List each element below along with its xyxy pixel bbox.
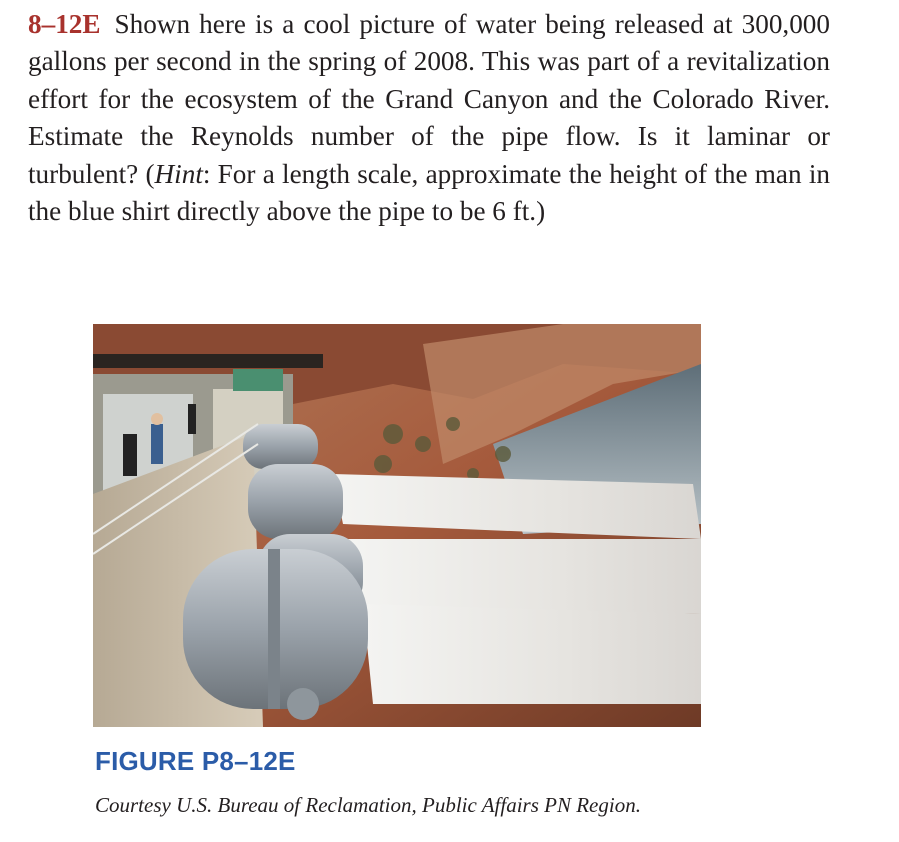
figure-label: FIGURE P8–12E [95, 746, 296, 776]
hint-label: Hint [154, 158, 203, 189]
dam-release-photo [93, 324, 701, 727]
problem-text-after-hint: : For a length scale, approximate the height of the man in the blue shirt directly above the pipe to be 6 ft.) [28, 158, 830, 227]
problem-text: Shown here is a cool picture of water being released at 300,000 gallons per second in the spring of 2008. This was part of a revitalization effort for the ecosystem of the Grand Canyon and the Colorado River. Estimate the Reynolds number of the pipe flow. Is it laminar or turbulent? ( [28, 9, 830, 189]
problem-statement [28, 6, 830, 230]
problem-number: 8–12E [28, 9, 101, 39]
figure-credit: Courtesy U.S. Bureau of Reclamation, Public Affairs PN Region. [95, 793, 641, 817]
